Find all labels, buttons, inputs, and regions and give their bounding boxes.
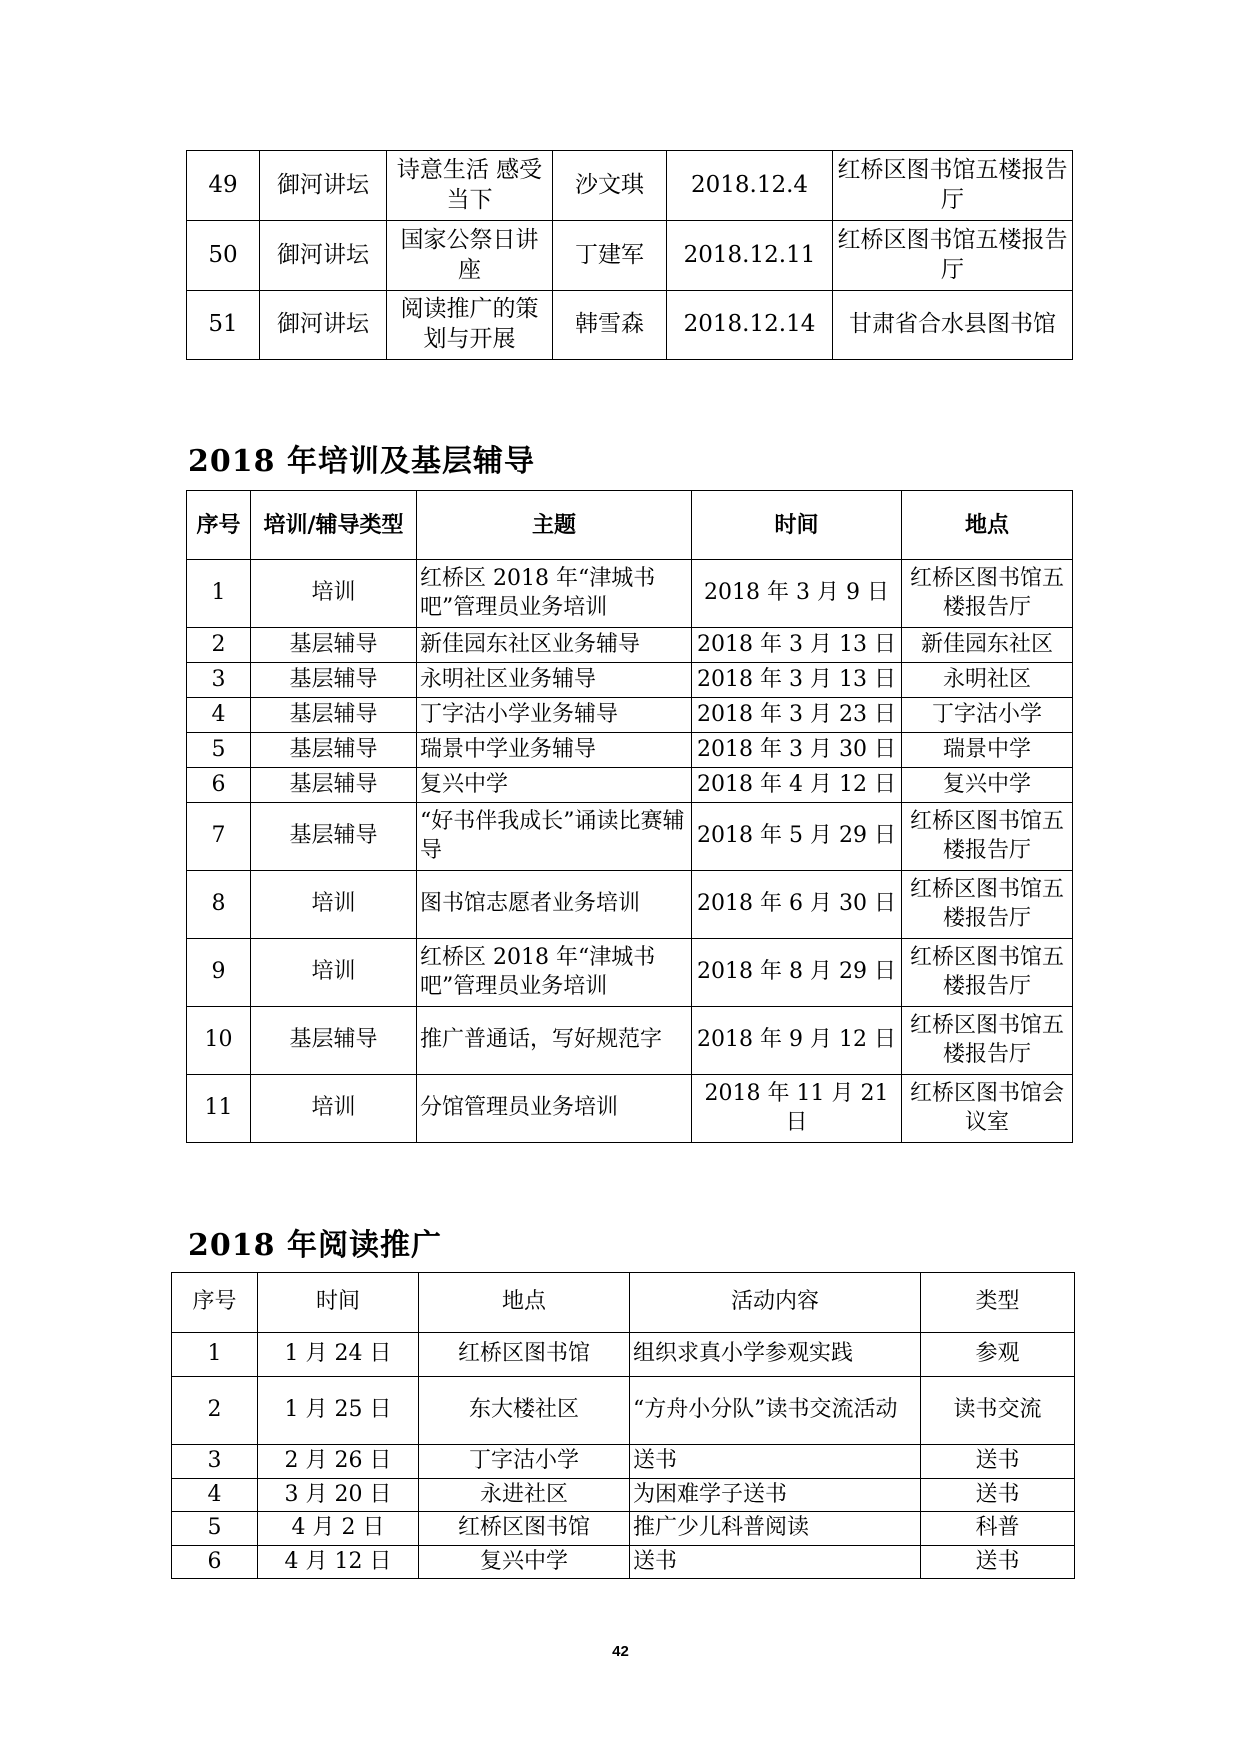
training-cell-time: 2018 年 3 月 9 日 <box>692 560 902 628</box>
training-cell-no: 7 <box>187 803 251 871</box>
reading-cell-content: 送书 <box>630 1445 921 1479</box>
lecture-cell-no: 50 <box>187 221 260 291</box>
training-header-topic: 主题 <box>417 491 692 560</box>
lecture-cell-no: 49 <box>187 151 260 221</box>
training-header-no: 序号 <box>187 491 251 560</box>
training-cell-place: 丁字沽小学 <box>902 698 1073 733</box>
training-cell-time: 2018 年 9 月 12 日 <box>692 1007 902 1075</box>
training-cell-time: 2018 年 5 月 29 日 <box>692 803 902 871</box>
training-cell-topic: 复兴中学 <box>417 768 692 803</box>
training-cell-type: 基层辅导 <box>251 768 417 803</box>
reading-cell-content: “方舟小分队”读书交流活动 <box>630 1377 921 1445</box>
lecture-cell-date: 2018.12.14 <box>667 291 833 360</box>
training-cell-place: 红桥区图书馆五楼报告厅 <box>902 803 1073 871</box>
training-cell-place: 复兴中学 <box>902 768 1073 803</box>
reading-cell-time: 1 月 24 日 <box>258 1333 419 1377</box>
training-table-body <box>187 560 1073 1143</box>
training-cell-place: 永明社区 <box>902 663 1073 698</box>
training-cell-no: 1 <box>187 560 251 628</box>
training-cell-topic: 推广普通话，写好规范字 <box>417 1007 692 1075</box>
reading-cell-no: 4 <box>172 1479 258 1512</box>
reading-row <box>172 1333 1075 1377</box>
training-row <box>187 1007 1073 1075</box>
reading-row <box>172 1512 1075 1546</box>
lecture-cell-topic: 国家公祭日讲座 <box>387 221 553 291</box>
training-cell-place: 红桥区图书馆五楼报告厅 <box>902 1007 1073 1075</box>
lecture-cell-topic: 诗意生活 感受当下 <box>387 151 553 221</box>
training-cell-topic: 新佳园东社区业务辅导 <box>417 628 692 663</box>
training-row <box>187 1075 1073 1143</box>
reading-cell-time: 3 月 20 日 <box>258 1479 419 1512</box>
reading-cell-time: 2 月 26 日 <box>258 1445 419 1479</box>
reading-header-time: 时间 <box>258 1273 419 1333</box>
lecture-cell-speaker: 沙文琪 <box>553 151 667 221</box>
training-cell-topic: 瑞景中学业务辅导 <box>417 733 692 768</box>
training-row <box>187 871 1073 939</box>
training-cell-type: 基层辅导 <box>251 733 417 768</box>
reading-row <box>172 1377 1075 1445</box>
training-cell-topic: 永明社区业务辅导 <box>417 663 692 698</box>
reading-cell-no: 5 <box>172 1512 258 1546</box>
training-cell-time: 2018 年 3 月 13 日 <box>692 663 902 698</box>
training-cell-no: 9 <box>187 939 251 1007</box>
reading-row <box>172 1546 1075 1579</box>
lecture-cell-venue: 红桥区图书馆五楼报告厅 <box>833 151 1073 221</box>
training-cell-type: 培训 <box>251 939 417 1007</box>
training-cell-topic: 图书馆志愿者业务培训 <box>417 871 692 939</box>
training-cell-no: 3 <box>187 663 251 698</box>
training-cell-type: 培训 <box>251 1075 417 1143</box>
training-cell-no: 10 <box>187 1007 251 1075</box>
training-cell-type: 基层辅导 <box>251 698 417 733</box>
reading-cell-type: 送书 <box>921 1479 1075 1512</box>
training-cell-type: 基层辅导 <box>251 663 417 698</box>
lecture-cell-series: 御河讲坛 <box>260 151 387 221</box>
training-cell-place: 红桥区图书馆五楼报告厅 <box>902 939 1073 1007</box>
lecture-row <box>187 151 1073 221</box>
reading-cell-type: 参观 <box>921 1333 1075 1377</box>
reading-table <box>171 1272 1075 1579</box>
reading-cell-type: 读书交流 <box>921 1377 1075 1445</box>
training-cell-type: 基层辅导 <box>251 628 417 663</box>
reading-header-place: 地点 <box>419 1273 630 1333</box>
training-cell-no: 2 <box>187 628 251 663</box>
training-cell-no: 5 <box>187 733 251 768</box>
reading-cell-place: 丁字沽小学 <box>419 1445 630 1479</box>
reading-cell-type: 科普 <box>921 1512 1075 1546</box>
lecture-cell-date: 2018.12.11 <box>667 221 833 291</box>
training-cell-time: 2018 年 11 月 21 日 <box>692 1075 902 1143</box>
lecture-cell-topic: 阅读推广的策划与开展 <box>387 291 553 360</box>
lecture-cell-venue: 红桥区图书馆五楼报告厅 <box>833 221 1073 291</box>
reading-cell-time: 1 月 25 日 <box>258 1377 419 1445</box>
training-cell-time: 2018 年 3 月 13 日 <box>692 628 902 663</box>
reading-header-type: 类型 <box>921 1273 1075 1333</box>
reading-cell-no: 1 <box>172 1333 258 1377</box>
training-cell-topic: 红桥区 2018 年“津城书吧”管理员业务培训 <box>417 939 692 1007</box>
lecture-cell-series: 御河讲坛 <box>260 221 387 291</box>
training-cell-topic: 分馆管理员业务培训 <box>417 1075 692 1143</box>
reading-cell-place: 东大楼社区 <box>419 1377 630 1445</box>
reading-header-row <box>172 1273 1075 1333</box>
training-cell-place: 新佳园东社区 <box>902 628 1073 663</box>
reading-cell-content: 为困难学子送书 <box>630 1479 921 1512</box>
reading-cell-no: 3 <box>172 1445 258 1479</box>
reading-cell-content: 组织求真小学参观实践 <box>630 1333 921 1377</box>
lecture-table-body <box>187 151 1073 360</box>
training-row <box>187 663 1073 698</box>
training-header-row <box>187 491 1073 560</box>
training-heading: 2018 年培训及基层辅导 <box>188 444 535 479</box>
lecture-cell-date: 2018.12.4 <box>667 151 833 221</box>
training-cell-type: 基层辅导 <box>251 803 417 871</box>
training-cell-time: 2018 年 4 月 12 日 <box>692 768 902 803</box>
reading-heading: 2018 年阅读推广 <box>188 1228 442 1263</box>
training-header-type: 培训/辅导类型 <box>251 491 417 560</box>
training-cell-topic: 红桥区 2018 年“津城书吧”管理员业务培训 <box>417 560 692 628</box>
training-table <box>186 490 1073 1143</box>
training-cell-no: 8 <box>187 871 251 939</box>
training-cell-topic: “好书伴我成长”诵读比赛辅导 <box>417 803 692 871</box>
training-cell-time: 2018 年 3 月 30 日 <box>692 733 902 768</box>
reading-table-body <box>172 1333 1075 1579</box>
training-header-time: 时间 <box>692 491 902 560</box>
training-header-place: 地点 <box>902 491 1073 560</box>
page-number: 42 <box>612 1643 629 1660</box>
training-cell-type: 培训 <box>251 871 417 939</box>
reading-cell-place: 红桥区图书馆 <box>419 1512 630 1546</box>
reading-cell-place: 红桥区图书馆 <box>419 1333 630 1377</box>
lecture-cell-speaker: 丁建军 <box>553 221 667 291</box>
reading-cell-content: 送书 <box>630 1546 921 1579</box>
lecture-row <box>187 221 1073 291</box>
reading-cell-place: 永进社区 <box>419 1479 630 1512</box>
training-row <box>187 803 1073 871</box>
reading-header-content: 活动内容 <box>630 1273 921 1333</box>
training-cell-place: 瑞景中学 <box>902 733 1073 768</box>
reading-cell-time: 4 月 2 日 <box>258 1512 419 1546</box>
reading-row <box>172 1479 1075 1512</box>
training-cell-no: 11 <box>187 1075 251 1143</box>
training-row <box>187 560 1073 628</box>
training-cell-type: 培训 <box>251 560 417 628</box>
training-cell-type: 基层辅导 <box>251 1007 417 1075</box>
lecture-cell-no: 51 <box>187 291 260 360</box>
lecture-cell-speaker: 韩雪森 <box>553 291 667 360</box>
training-row <box>187 768 1073 803</box>
reading-cell-no: 6 <box>172 1546 258 1579</box>
reading-cell-no: 2 <box>172 1377 258 1445</box>
training-cell-no: 6 <box>187 768 251 803</box>
training-cell-no: 4 <box>187 698 251 733</box>
reading-cell-type: 送书 <box>921 1546 1075 1579</box>
training-cell-place: 红桥区图书馆五楼报告厅 <box>902 871 1073 939</box>
lecture-row <box>187 291 1073 360</box>
training-cell-time: 2018 年 6 月 30 日 <box>692 871 902 939</box>
training-cell-topic: 丁字沽小学业务辅导 <box>417 698 692 733</box>
reading-cell-type: 送书 <box>921 1445 1075 1479</box>
training-row <box>187 698 1073 733</box>
reading-cell-time: 4 月 12 日 <box>258 1546 419 1579</box>
training-row <box>187 628 1073 663</box>
lecture-table <box>186 150 1073 360</box>
training-cell-place: 红桥区图书馆五楼报告厅 <box>902 560 1073 628</box>
training-cell-time: 2018 年 3 月 23 日 <box>692 698 902 733</box>
training-cell-time: 2018 年 8 月 29 日 <box>692 939 902 1007</box>
reading-cell-content: 推广少儿科普阅读 <box>630 1512 921 1546</box>
lecture-cell-venue: 甘肃省合水县图书馆 <box>833 291 1073 360</box>
reading-cell-place: 复兴中学 <box>419 1546 630 1579</box>
training-cell-place: 红桥区图书馆会议室 <box>902 1075 1073 1143</box>
training-row <box>187 733 1073 768</box>
reading-row <box>172 1445 1075 1479</box>
lecture-cell-series: 御河讲坛 <box>260 291 387 360</box>
training-row <box>187 939 1073 1007</box>
reading-header-no: 序号 <box>172 1273 258 1333</box>
